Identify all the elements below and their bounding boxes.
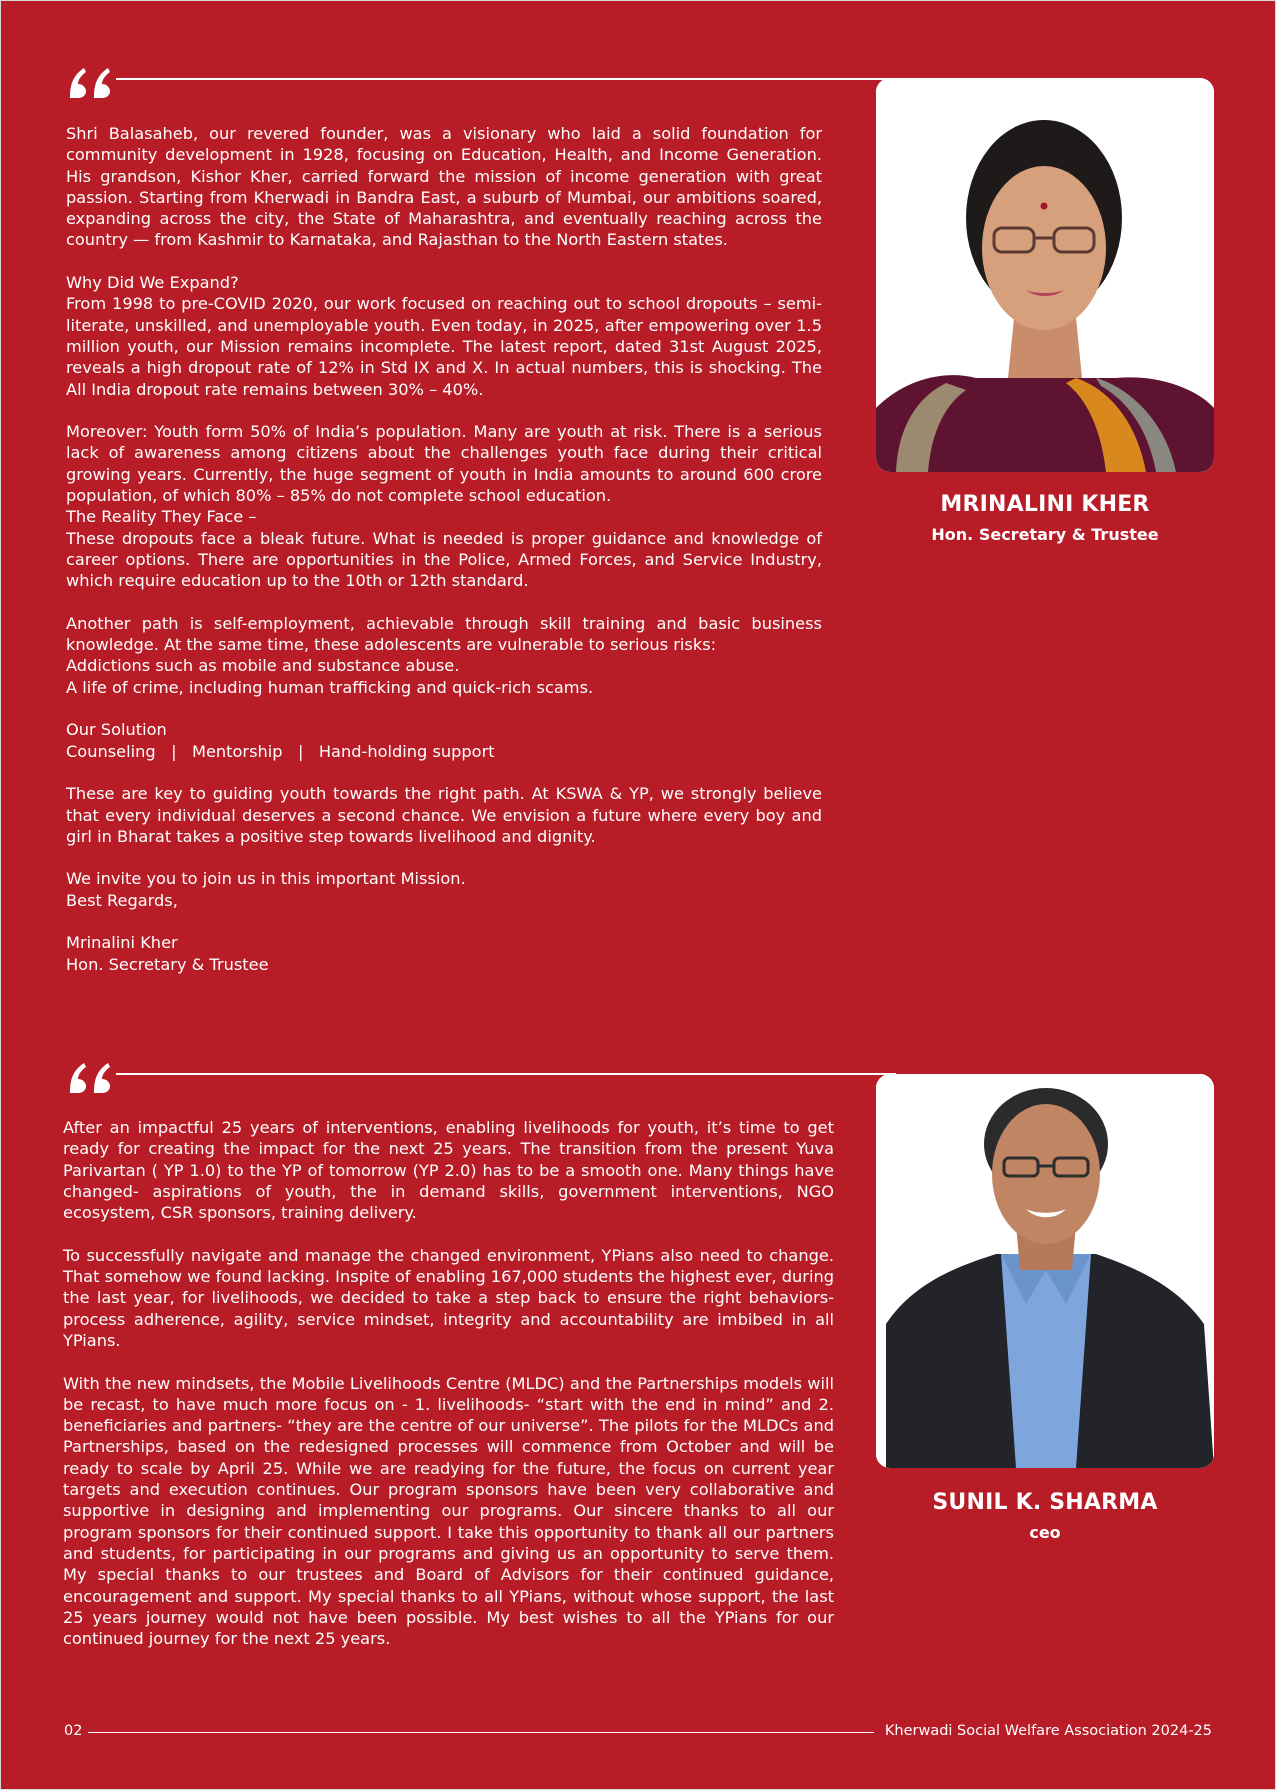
paragraph: These dropouts face a bleak future. What is needed is proper guidance and knowledge of career options. There are opportunities in the Police, Armed Forces, and Service Industry, which require education up to the 10th or 12th standard. [66,528,822,591]
letter-body-2 [63,1117,834,1649]
portrait-man-photo [876,1074,1214,1468]
paragraph: Another path is self-employment, achievable through skill training and basic business knowledge. At the same time, these adolescents are vulnerable to serious risks: [66,613,822,655]
portrait-woman-photo [876,78,1214,472]
section-divider-line [116,78,896,80]
paragraph: We invite you to join us in this important Mission. [66,869,466,889]
paragraph: After an impactful 25 years of interventions, enabling livelihoods for youth, it’s time to get ready for creating the impact for the next 25 years. The transition from the present Yuva Parivartan ( YP 1.0) to the YP of tomorrow (YP 2.0) has to be a smooth one. Many things have changed- aspirations of youth, the in demand skills, government interventions, NGO ecosystem, CSR sponsors, training delivery. [63,1118,834,1223]
solution-items: Counseling | Mentorship | Hand-holding support [66,741,495,761]
section-divider-line [116,1073,896,1075]
quote-icon [66,1059,114,1095]
paragraph: To successfully navigate and manage the changed environment, YPians also need to change. That somehow we found lacking. Inspite of enabling 167,000 students the highest ever, during the last year, for livelihoods, we decided to take a step back to ensure the right behaviors- process adherence, agility, service mindset, integrity and accountability are imbibed in all YPians. [63,1245,834,1350]
person-name: MRINALINI KHER [940,492,1150,517]
list-item: Addictions such as mobile and substance abuse. [66,656,460,676]
person-name: SUNIL K. SHARMA [932,1490,1158,1515]
signature-title: Hon. Secretary & Trustee [66,954,269,974]
paragraph: With the new mindsets, the Mobile Livelihoods Centre (MLDC) and the Partnerships models will be recast, to have much more focus on - 1. livelihoods- “start with the end in mind” and 2. beneficiaries and partners- “they are the centre of our universe”. The pilots for the MLDCs and Partnerships, based on the redesigned processes will commence from October and will be ready to scale by April 25. While we are readying for the future, the focus on current year targets and execution continues. Our program sponsors have been very collaborative and supportive in designing and implementing our programs. Our sincere thanks to all our program sponsors for their continued support. I take this opportunity to thank all our partners and students, for participating in our programs and giving us an opportunity to serve them. My special thanks to our trustees and Board of Advisors for their continued guidance, encouragement and support. My special thanks to all YPians, without whose support, the last 25 years journey would not have been possible. My best wishes to all the YPians for our continued journey for the next 25 years. [63,1373,834,1649]
paragraph: From 1998 to pre-COVID 2020, our work focused on reaching out to school dropouts – semi-literate, unskilled, and unemployable youth. Even today, in 2025, after empowering over 1.5 million youth, our Mission remains incomplete. The latest report, dated 31st August 2025, reveals a high dropout rate of 12% in Std IX and X. In actual numbers, this is shocking. The All India dropout rate remains between 30% – 40%. [66,294,822,399]
list-item: A life of crime, including human trafficking and quick-rich scams. [66,677,594,697]
footer-line [88,1732,874,1733]
letter-body-1 [66,123,822,975]
footer-organization: Kherwadi Social Welfare Association 2024-25 [884,1723,1212,1739]
closing: Best Regards, [66,890,178,910]
heading-reality: The Reality They Face – [66,507,257,527]
person-role: ceo [1029,1523,1061,1542]
quote-icon [66,64,114,100]
paragraph: These are key to guiding youth towards the right path. At KSWA & YP, we strongly believe that every individual deserves a second chance. We envision a future where every boy and girl in Bharat takes a positive step towards livelihood and dignity. [66,784,822,846]
signature-name: Mrinalini Kher [66,933,178,953]
heading-solution: Our Solution [66,720,167,740]
page-number: 02 [64,1723,83,1739]
paragraph: Moreover: Youth form 50% of India’s population. Many are youth at risk. There is a serious lack of awareness among citizens about the challenges youth face during their critical growing years. Currently, the huge segment of youth in India amounts to around 600 crore population, of which 80% – 85% do not complete school education. [66,422,822,506]
heading-why-expand: Why Did We Expand? [66,273,239,293]
person-role: Hon. Secretary & Trustee [931,525,1159,544]
paragraph: Shri Balasaheb, our revered founder, was a visionary who laid a solid foundation for community development in 1928, focusing on Education, Health, and Income Generation. His grandson, Kishor Kher, carried forward the mission of income generation with great passion. Starting from Kherwadi in Bandra East, a suburb of Mumbai, our ambitions soared, expanding across the city, the State of Maharashtra, and eventually reaching across the country — from Kashmir to Karnataka, and Rajasthan to the North Eastern states. [66,124,822,250]
